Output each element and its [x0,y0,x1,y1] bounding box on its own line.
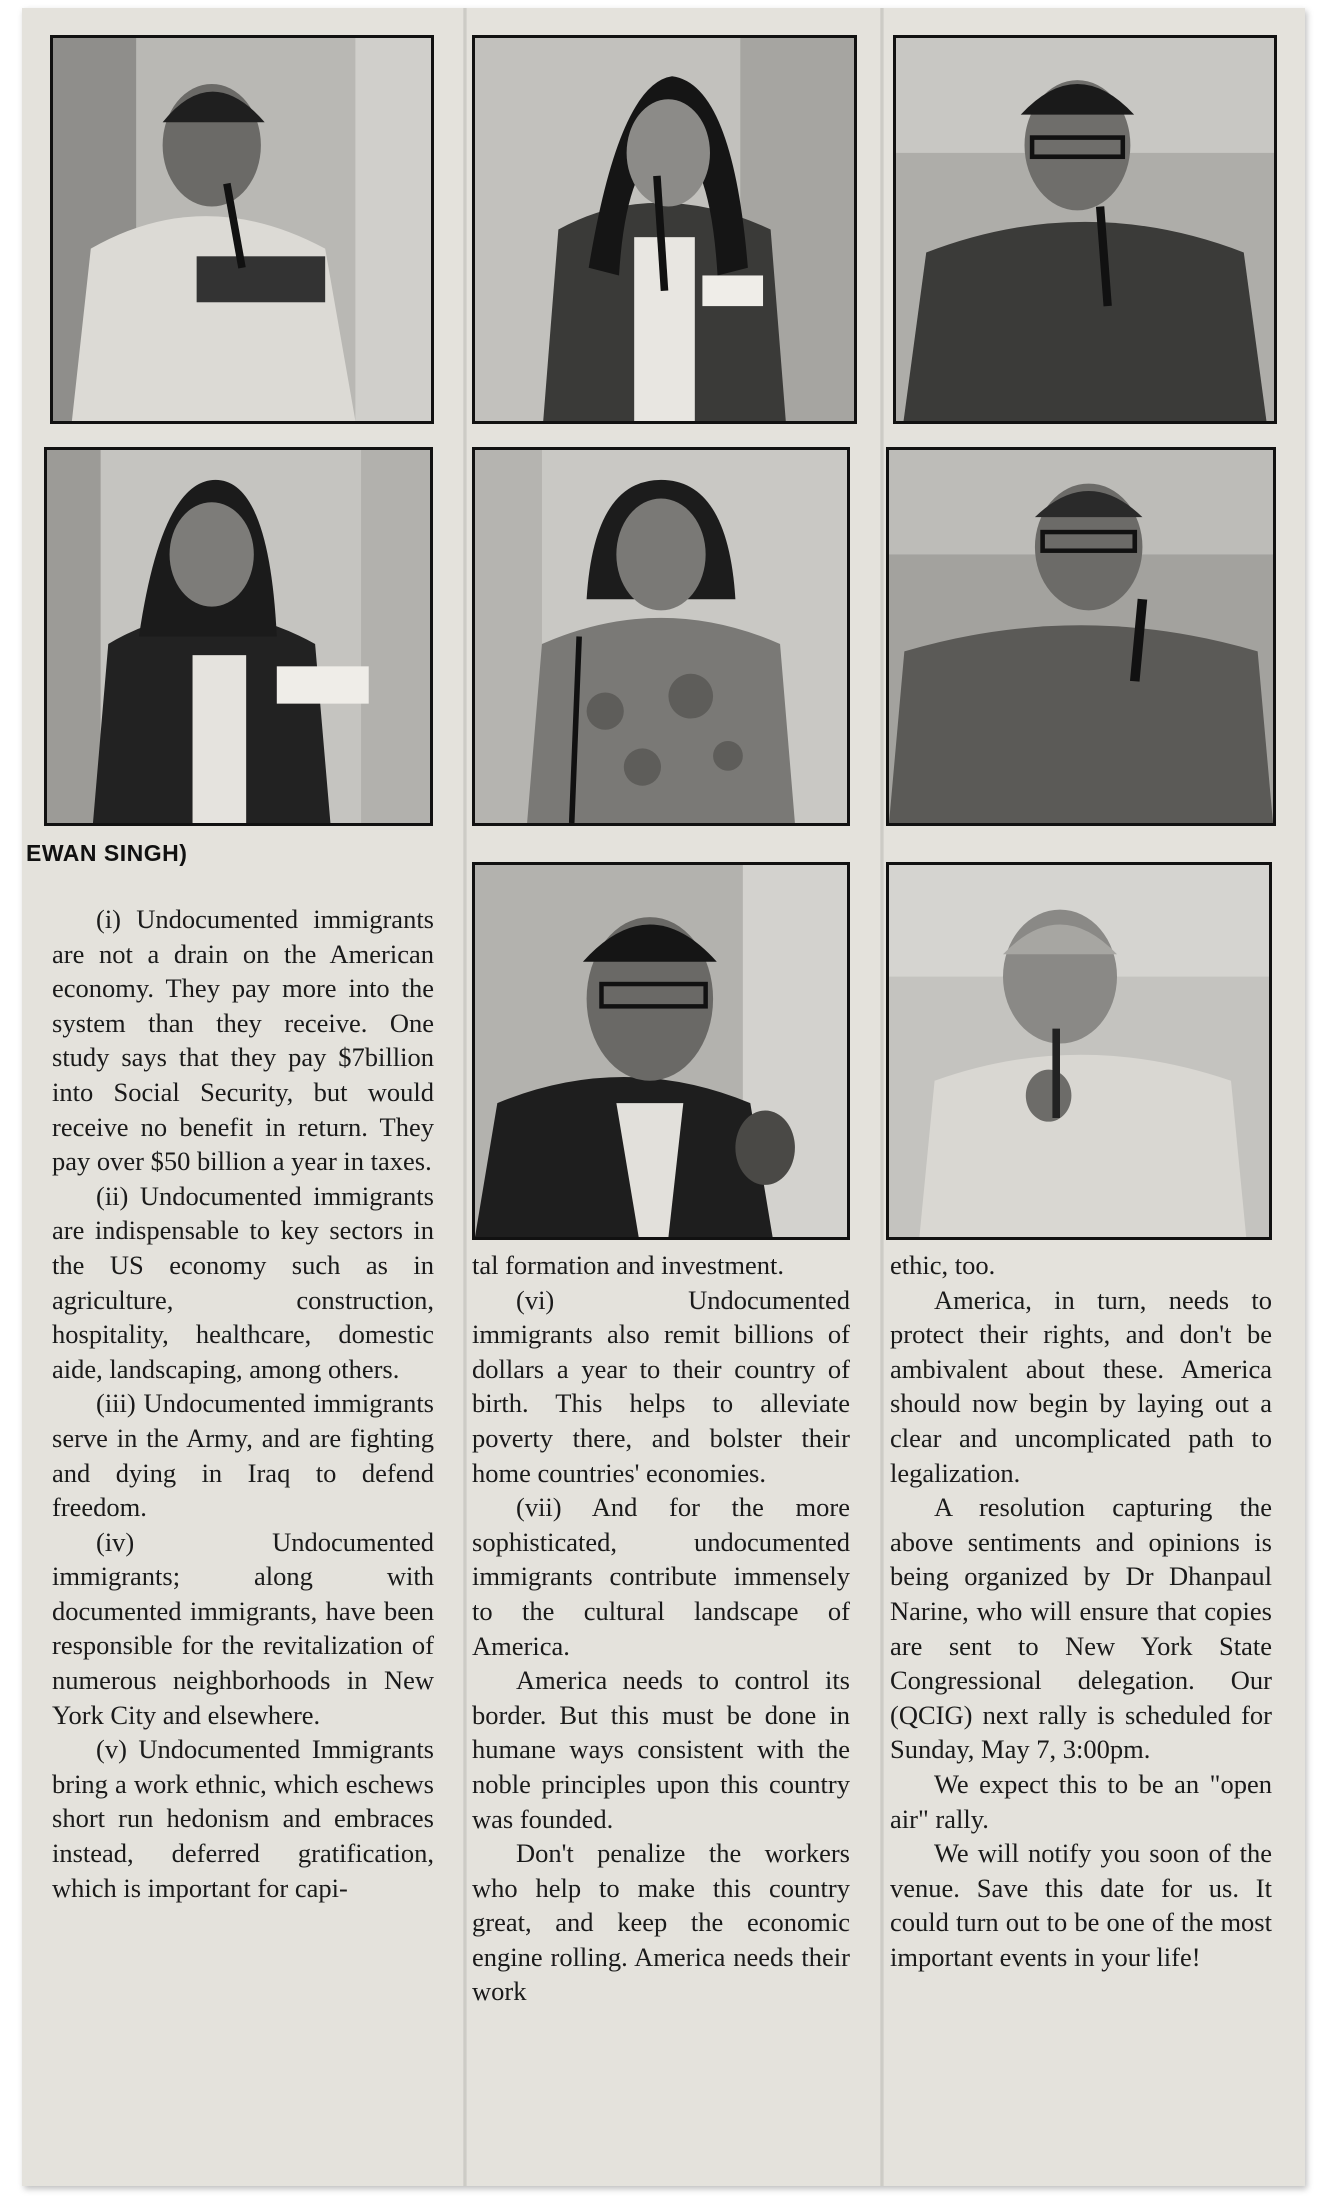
article-column-1 [52,902,434,1905]
article-paragraph: We expect this to be an "open air" rally. [890,1768,1272,1834]
article-paragraph: America, in turn, needs to protect their rights, and don't be ambivalent about these. America should now begin by laying out a clear and uncomplicated path to legalization. [890,1284,1272,1488]
photo-credit: EWAN SINGH) [26,840,188,866]
article-paragraph: America needs to control its border. But this must be done in humane ways consistent with the noble principles upon this country was founded. [472,1665,850,1834]
article-paragraph: A resolution capturing the above sentiments and opinions is being organized by Dr Dhanpaul Narine, who will ensure that copies are sent to New York State Congressional delegation. Our (QCIG) next rally is scheduled for Sunday, May 7, 3:00pm. [890,1492,1272,1765]
article-paragraph: (vii) And for the more sophisticated, undocumented immigrants contribute immensely to the cultural landscape of America. [472,1492,850,1661]
article-paragraph: (iv) Undocumented immigrants; along with documented immigrants, have been responsible for the revitalization of numerous neighborhoods in New York City and elsewhere. [52,1526,434,1730]
article-paragraph: tal formation and investment. [472,1250,785,1280]
article-column-3 [890,1248,1272,1974]
photo-speaker-6 [886,447,1276,826]
fold-line [880,8,884,2186]
article-column-2 [472,1248,850,2009]
photo-speaker-2 [472,35,857,424]
photo-speaker-5 [472,447,850,826]
article-paragraph: (i) Undocumented immigrants are not a drain on the American economy. They pay more into the system than they receive. One study says that they pay $7billion into Social Security, but would receive no benefit in return. They pay over $50 billion a year in taxes. [52,904,434,1177]
photo-speaker-1 [50,35,434,424]
photo-speaker-4 [44,447,433,826]
article-paragraph: (ii) Undocumented immigrants are indispensable to key sectors in the US economy such as in agriculture, construction, hospitality, healthcare, domestic aide, landscaping, among others. [52,1180,434,1384]
article-paragraph: We will notify you soon of the venue. Save this date for us. It could turn out to be one of the most important events in your life! [890,1838,1272,1972]
photo-speaker-8 [886,862,1272,1240]
photo-speaker-3 [893,35,1277,424]
article-paragraph: ethic, too. [890,1250,996,1280]
article-paragraph: (vi) Undocumented immigrants also remit billions of dollars a year to their country of birth. This helps to alleviate poverty there, and bolster their home countries' economies. [472,1284,850,1488]
photo-speaker-7 [472,862,850,1240]
article-paragraph: Don't penalize the workers who help to make this country great, and keep the economic engine rolling. America needs their work [472,1838,850,2007]
article-paragraph: (v) Undocumented Immigrants bring a work ethnic, which eschews short run hedonism and embraces instead, deferred gratification, which is important for capi- [52,1734,434,1903]
fold-line [463,8,467,2186]
article-paragraph: (iii) Undocumented immigrants serve in the Army, and are fighting and dying in Iraq to defend freedom. [52,1388,434,1523]
